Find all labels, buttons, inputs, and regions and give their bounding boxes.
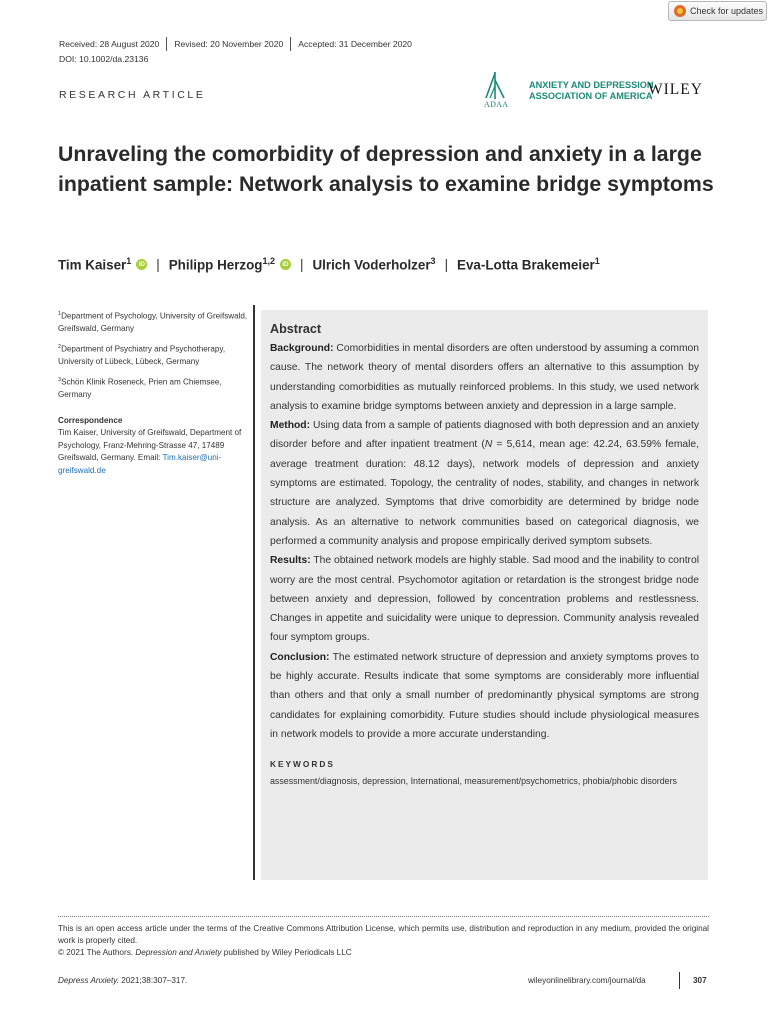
author-list: Tim Kaiser$^1$ iD | Philipp Herzog$^{1,2}$ iD | Ulrich Voderholzer$^3$ | Eva-Lotta Brakemeier$^1$ xyxy=(58,256,600,273)
received-date: Received: 28 August 2020 xyxy=(59,37,167,51)
abstract-heading: Abstract xyxy=(270,322,322,336)
doi: DOI: 10.1002/da.23136 xyxy=(59,54,149,64)
abstract-results: Results: The obtained network models are highly stable. Sad mood and the inability to control worry are the most central. Psychomotor agitation or retardation is the strongest bridge node between anxiety and depression, followed by concentration problems and restlessness. Changes in appetite and suicidality were unique to depression. Community analysis revealed four symptom groups. xyxy=(270,555,699,644)
abstract-conclusion: Conclusion: The estimated network structure of depression and anxiety symptoms proves to be highly accurate. Results indicate that some symptoms are considerably more influential than others and that only a small number of predominantly physical symptoms are strong candidates for explaining comorbidity. Future studies should include physiological measures in network models to provide a more accurate understanding. xyxy=(270,651,699,740)
journal-url[interactable]: wileyonlinelibrary.com/journal/da xyxy=(528,976,646,985)
license-notice xyxy=(58,923,709,959)
copyright-text: © 2021 The Authors. Depression and Anxiety published by Wiley Periodicals LLC xyxy=(58,948,352,957)
correspondence-text: Tim Kaiser, University of Greifswald, Department of Psychology, Franz-Mehring-Strasse 47, 17489 Greifswald, Germany. Email: Tim.kaiser@uni-greifswald.de xyxy=(58,428,242,475)
author[interactable]: Eva-Lotta Brakemeier$^1$ xyxy=(457,256,600,273)
author[interactable]: Tim Kaiser$^1$ xyxy=(58,256,132,273)
keywords: assessment/diagnosis, depression, International, measurement/psychometrics, phobia/phobic disorders xyxy=(270,776,677,787)
affiliations-panel xyxy=(58,308,248,478)
keywords-heading: KEYWORDS xyxy=(270,759,335,770)
affiliation: $^1$Department of Psychology, University of Greifswald, Greifswald, Germany xyxy=(58,311,248,334)
logo-org-line2: ASSOCIATION OF AMERICA xyxy=(529,91,653,101)
check-for-updates-button[interactable] xyxy=(668,1,767,21)
journal-citation: Depress Anxiety. 2021;38:307–317. xyxy=(58,976,188,985)
page-number: 307 xyxy=(693,976,707,985)
abstract-background: Background: Comorbidities in mental disorders are often understood by assuming a common cause. The network theory of mental disorders offers an alternative to this assumption by understanding comorbidities as mutually reinforced problems. In this study, we used network analysis to examine bridge symptoms between anxiety and depression in a large sample. xyxy=(270,343,699,412)
affiliation: $^2$Department of Psychiatry and Psychotherapy, University of Lübeck, Lübeck, Germany xyxy=(58,343,226,367)
author[interactable]: Ulrich Voderholzer$^3$ xyxy=(312,256,436,273)
column-divider xyxy=(253,305,255,880)
article-dates xyxy=(59,37,419,51)
author[interactable]: Philipp Herzog$^{1,2}$ xyxy=(168,256,275,273)
publisher-logo: WILEY xyxy=(648,81,703,98)
license-text: This is an open access article under the terms of the Creative Commons Attribution License, which permits use, distribution and reproduction in any medium, provided the original work is properly cited. xyxy=(58,924,709,945)
email-link[interactable]: Tim.kaiser@uni-greifswald.de xyxy=(58,453,222,475)
abstract-box xyxy=(261,310,708,880)
article-title: Unraveling the comorbidity of depression and anxiety in a large inpatient sample: Network analysis to examine bridge symptoms xyxy=(58,142,714,196)
footer-divider xyxy=(58,916,709,917)
check-for-updates-label: Check for updates xyxy=(690,6,764,16)
crossmark-icon xyxy=(674,5,686,17)
correspondence-heading: Correspondence xyxy=(58,415,123,425)
orcid-icon[interactable]: iD xyxy=(280,259,291,270)
accepted-date: Accepted: 31 December 2020 xyxy=(298,39,412,49)
affiliation: $^3$Schön Klinik Roseneck, Prien am Chiemsee, Germany xyxy=(58,376,222,400)
orcid-icon[interactable]: iD xyxy=(136,259,147,270)
journal-logo xyxy=(478,70,710,114)
logo-acronym: ADAA xyxy=(484,100,509,109)
article-type: RESEARCH ARTICLE xyxy=(59,89,206,101)
revised-date: Revised: 20 November 2020 xyxy=(167,37,291,51)
page-number-divider xyxy=(679,972,680,989)
logo-org-line1: ANXIETY AND DEPRESSION xyxy=(529,80,654,90)
abstract-method: Method: Using data from a sample of patients diagnosed with both depression and an anxiety disorder before and after inpatient treatment (N = 5,614, mean age: 42.24, 63.59% female, average treatment duration: 48.12 days), network models of depression and anxiety symptoms are estimated. Topology, the centrality of nodes, stability, and changes in network structure are analyzed. Symptoms that drive comorbidity are determined by bridge node analysis. As an alternative to network communities based on categorical diagnosis, we performed a community analysis and propose empirically derived symptom subsets. xyxy=(270,420,699,547)
